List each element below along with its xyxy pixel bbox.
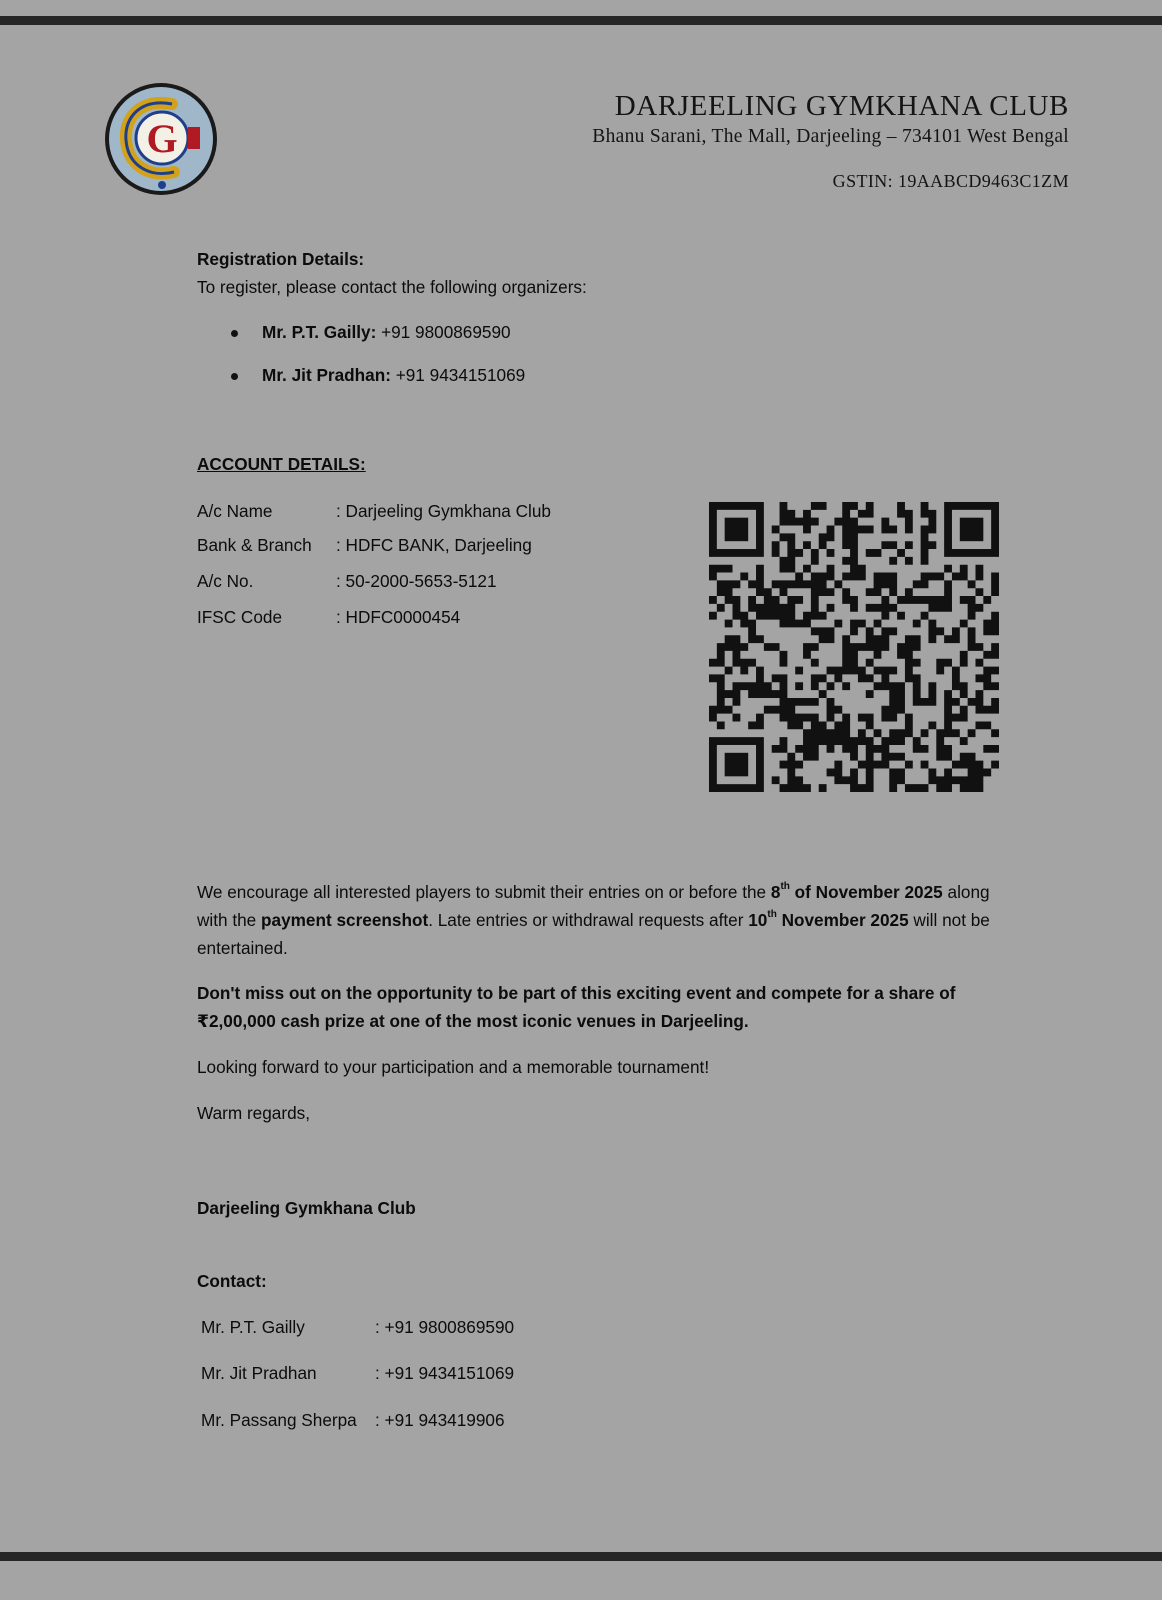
club-address: Bhanu Sarani, The Mall, Darjeeling – 734101 West Bengal <box>592 126 1069 147</box>
organizer-phone: +91 9800869590 <box>376 322 511 342</box>
logo-letter: G <box>146 116 178 161</box>
club-crest-logo <box>102 80 220 198</box>
bullet-icon <box>231 330 238 337</box>
registration-heading: Registration Details: <box>197 249 365 269</box>
text-run: will not be entertained. <box>197 910 990 958</box>
payment-screenshot-text: payment screenshot <box>261 910 429 930</box>
organizer-name: Mr. Jit Pradhan: <box>262 365 391 385</box>
account-label: A/c No. <box>197 571 254 591</box>
qr-finder-pattern <box>944 502 999 557</box>
qr-finder-pattern <box>709 502 764 557</box>
date-day: 10 <box>748 910 768 930</box>
bottom-border-bar <box>0 1552 1162 1561</box>
contact-phone: : +91 943419906 <box>375 1410 505 1430</box>
date-day: 8 <box>770 882 781 902</box>
bullet-icon <box>231 373 238 380</box>
submission-paragraph <box>197 878 1007 962</box>
registration-intro: To register, please contact the following organizers: <box>197 277 587 297</box>
account-value: : Darjeeling Gymkhana Club <box>336 501 551 521</box>
contact-name: Mr. Jit Pradhan <box>201 1363 317 1383</box>
contact-name: Mr. P.T. Gailly <box>201 1317 305 1337</box>
ordinal-suffix: th <box>780 881 790 893</box>
contact-name: Mr. Passang Sherpa <box>201 1410 357 1430</box>
text-run: We encourage all interested players to submit their entries on or before the <box>197 882 771 902</box>
qr-finder-pattern <box>709 737 764 792</box>
account-label: IFSC Code <box>197 607 283 627</box>
deadline-date: of November 2025 <box>789 882 943 902</box>
ordinal-suffix: th <box>767 909 777 921</box>
account-value: : HDFC BANK, Darjeeling <box>336 535 532 555</box>
contact-heading: Contact: <box>197 1271 267 1291</box>
closing-line: Looking forward to your participation and a memorable tournament! <box>197 1057 710 1077</box>
organizer-item <box>262 365 525 386</box>
account-label: A/c Name <box>197 501 273 521</box>
contact-phone: : +91 9800869590 <box>375 1317 515 1337</box>
letterhead <box>592 88 1069 192</box>
account-value: : 50-2000-5653-5121 <box>336 571 497 591</box>
organizer-phone: +91 9434151069 <box>390 365 526 385</box>
text-run: along with the <box>197 882 990 930</box>
prize-paragraph: Don't miss out on the opportunity to be part of this exciting event and compete for a share of ₹2,00,000 cash prize at one of the most iconic venues in Darjeeling. <box>197 983 956 1031</box>
signature: Darjeeling Gymkhana Club <box>197 1198 416 1218</box>
regards-line: Warm regards, <box>197 1103 311 1123</box>
account-heading: ACCOUNT DETAILS: <box>197 454 366 474</box>
account-label: Bank & Branch <box>197 535 312 555</box>
withdrawal-date: November 2025 <box>776 910 909 930</box>
organizer-name: Mr. P.T. Gailly: <box>262 322 377 342</box>
text-run: . Late entries or withdrawal requests after <box>428 910 749 930</box>
payment-qr-code <box>709 502 999 792</box>
club-gstin: GSTIN: 19AABCD9463C1ZM <box>832 171 1069 191</box>
organizer-item <box>262 322 511 343</box>
contact-phone: : +91 9434151069 <box>375 1363 515 1383</box>
account-value: : HDFC0000454 <box>336 607 461 627</box>
club-name: DARJEELING GYMKHANA CLUB <box>614 90 1069 122</box>
top-border-bar <box>0 16 1162 25</box>
